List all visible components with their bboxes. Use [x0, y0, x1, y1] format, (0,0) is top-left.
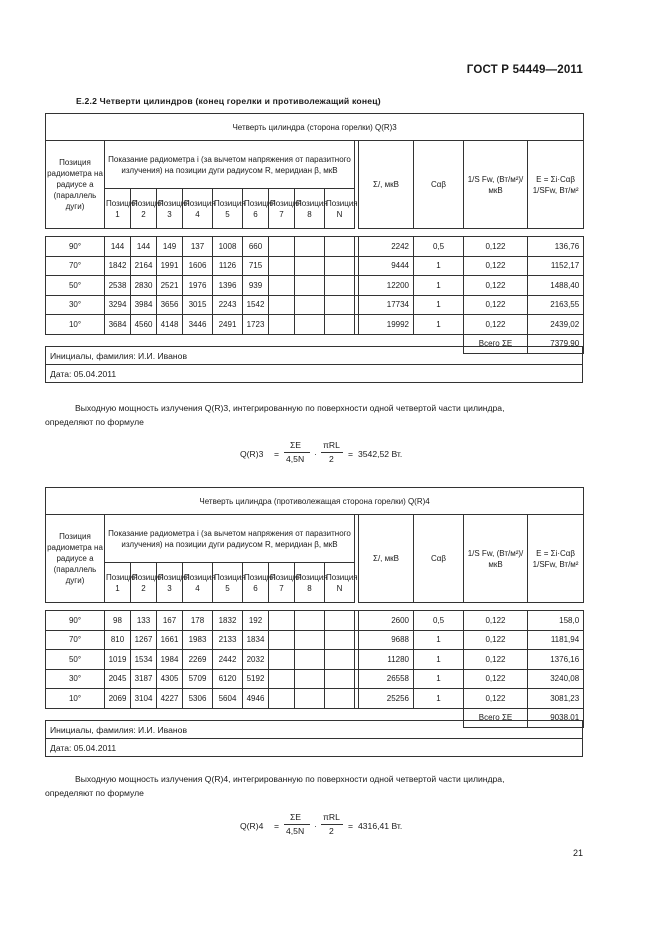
- c-cell: 0,5: [414, 611, 464, 631]
- c-cell: 1: [414, 315, 464, 335]
- reading-cell: 1984: [157, 650, 183, 670]
- reading-cell: 660: [243, 237, 269, 257]
- c-alpha-beta-header: Cαβ: [414, 141, 464, 229]
- reading-cell: 3684: [105, 315, 131, 335]
- reading-cell: [295, 295, 325, 315]
- reading-cell: [269, 295, 295, 315]
- formula-numerator-1: ΣE: [290, 812, 302, 822]
- e-cell: 3081,23: [528, 689, 584, 709]
- table-row: [46, 689, 584, 709]
- reading-cell: 1396: [213, 276, 243, 296]
- inverse-s-header: 1/S Fw, (Вт/м²)/мкВ: [464, 141, 528, 229]
- position-col-header: Позиция N: [325, 563, 355, 603]
- signature-block: [45, 346, 583, 383]
- signature-block: [45, 720, 583, 757]
- reading-cell: [269, 256, 295, 276]
- reading-cell: 6120: [213, 669, 243, 689]
- position-col-header: Позиция 8: [295, 563, 325, 603]
- reading-cell: [295, 256, 325, 276]
- reading-cell: 3656: [157, 295, 183, 315]
- reading-cell: [295, 276, 325, 296]
- position-col-header: Позиция 8: [295, 189, 325, 229]
- reading-cell: [269, 689, 295, 709]
- formula-lhs: Q(R)4: [240, 821, 264, 831]
- reading-cell: 2491: [213, 315, 243, 335]
- reading-cell: [325, 650, 355, 670]
- reading-cell: [269, 630, 295, 650]
- sum-cell: 11280: [359, 650, 414, 670]
- position-col-header: Позиция 4: [183, 189, 213, 229]
- reading-cell: 98: [105, 611, 131, 631]
- reading-cell: 4946: [243, 689, 269, 709]
- reading-cell: [269, 237, 295, 257]
- formula-numerator-1: ΣE: [290, 440, 302, 450]
- sum-header: Σ/, мкВ: [359, 141, 414, 229]
- reading-cell: 3446: [183, 315, 213, 335]
- s-cell: 0,122: [464, 315, 528, 335]
- position-col-header: Позиция 5: [213, 563, 243, 603]
- reading-cell: [295, 669, 325, 689]
- reading-cell: [325, 237, 355, 257]
- paragraph-line-2: определяют по формуле: [45, 417, 144, 427]
- reading-cell: 2521: [157, 276, 183, 296]
- reading-cell: 2069: [105, 689, 131, 709]
- reading-cell: 2442: [213, 650, 243, 670]
- c-cell: 1: [414, 276, 464, 296]
- reading-cell: 1991: [157, 256, 183, 276]
- reading-cell: [295, 237, 325, 257]
- formula-result: 3542,52 Вт.: [358, 449, 403, 459]
- position-cell: 90°: [46, 237, 105, 257]
- table-row: [46, 630, 584, 650]
- reading-cell: 1983: [183, 630, 213, 650]
- reading-cell: 133: [131, 611, 157, 631]
- position-cell: 30°: [46, 295, 105, 315]
- sum-cell: 25256: [359, 689, 414, 709]
- e-cell: 1488,40: [528, 276, 584, 296]
- reading-cell: 167: [157, 611, 183, 631]
- spacer: [46, 229, 355, 237]
- formula: [240, 812, 440, 842]
- reading-header: Показание радиометра i (за вычетом напряжения от паразитного излучения) на позиции дуги радиусом R, меридиан β, мкВ: [105, 515, 355, 563]
- reading-cell: [325, 256, 355, 276]
- reading-cell: 2133: [213, 630, 243, 650]
- table-caption: Четверть цилиндра (сторона горелки) Q(R)3: [46, 114, 584, 141]
- page-number: 21: [572, 848, 583, 858]
- reading-cell: 1842: [105, 256, 131, 276]
- paragraph-line-1: Выходную мощность излучения Q(R)4, интегрированную по поверхности одной четвертой части цилиндра,: [75, 774, 505, 784]
- table-row: [46, 295, 584, 315]
- reading-cell: 2045: [105, 669, 131, 689]
- reading-cell: [325, 669, 355, 689]
- reading-cell: 137: [183, 237, 213, 257]
- sum-cell: 26558: [359, 669, 414, 689]
- sum-cell: 19992: [359, 315, 414, 335]
- table-row: [46, 315, 584, 335]
- sum-cell: 17734: [359, 295, 414, 315]
- table-caption: Четверть цилиндра (противолежащая сторона горелки) Q(R)4: [46, 488, 584, 515]
- reading-cell: 5604: [213, 689, 243, 709]
- paragraph-line-1: Выходную мощность излучения Q(R)3, интегрированную по поверхности одной четвертой части цилиндра,: [75, 403, 505, 413]
- position-col-header: Позиция 3: [157, 563, 183, 603]
- e-cell: 1181,94: [528, 630, 584, 650]
- reading-cell: 3015: [183, 295, 213, 315]
- reading-cell: 1976: [183, 276, 213, 296]
- sum-header: Σ/, мкВ: [359, 515, 414, 603]
- date-field: Дата: 05.04.2011: [46, 739, 583, 757]
- position-col-header: Позиция 6: [243, 563, 269, 603]
- position-col-header: Позиция 7: [269, 563, 295, 603]
- fraction-line: [284, 452, 310, 453]
- position-cell: 50°: [46, 276, 105, 296]
- equals-sign: =: [348, 821, 354, 831]
- position-cell: 10°: [46, 315, 105, 335]
- total-label: Всего ΣE: [464, 334, 528, 354]
- reading-cell: 5709: [183, 669, 213, 689]
- sum-cell: 2600: [359, 611, 414, 631]
- reading-cell: 715: [243, 256, 269, 276]
- reading-cell: 2269: [183, 650, 213, 670]
- reading-cell: [325, 630, 355, 650]
- position-cell: 90°: [46, 611, 105, 631]
- reading-cell: 1832: [213, 611, 243, 631]
- s-cell: 0,122: [464, 295, 528, 315]
- formula-denominator-1: 4,5N: [286, 826, 305, 836]
- reading-cell: 1126: [213, 256, 243, 276]
- total-value: 7379,90: [528, 334, 584, 354]
- inverse-s-header: 1/S Fw, (Вт/м²)/мкВ: [464, 515, 528, 603]
- c-cell: 1: [414, 295, 464, 315]
- s-cell: 0,122: [464, 650, 528, 670]
- position-header: Позиция радиометра на радиусе a (параллель дуги): [46, 141, 105, 229]
- reading-cell: 4227: [157, 689, 183, 709]
- position-col-header: Позиция 3: [157, 189, 183, 229]
- position-col-header: Позиция 4: [183, 563, 213, 603]
- formula-lhs: Q(R)3: [240, 449, 264, 459]
- reading-cell: 4148: [157, 315, 183, 335]
- c-cell: 0,5: [414, 237, 464, 257]
- sum-cell: 2242: [359, 237, 414, 257]
- formula-denominator-1: 4,5N: [286, 454, 305, 464]
- s-cell: 0,122: [464, 276, 528, 296]
- reading-cell: [269, 315, 295, 335]
- position-cell: 70°: [46, 256, 105, 276]
- position-cell: 50°: [46, 650, 105, 670]
- table-row: [46, 650, 584, 670]
- e-cell: 3240,08: [528, 669, 584, 689]
- reading-cell: 1661: [157, 630, 183, 650]
- position-cell: 70°: [46, 630, 105, 650]
- position-cell: 30°: [46, 669, 105, 689]
- position-col-header: Позиция 2: [131, 563, 157, 603]
- table-row: [46, 237, 584, 257]
- reading-cell: 810: [105, 630, 131, 650]
- formula-denominator-2: 2: [329, 826, 334, 836]
- initials-field: Инициалы, фамилия: И.И. Иванов: [46, 721, 583, 739]
- paragraph-line-2: определяют по формуле: [45, 788, 144, 798]
- reading-cell: 2538: [105, 276, 131, 296]
- reading-cell: 1834: [243, 630, 269, 650]
- position-col-header: Позиция 2: [131, 189, 157, 229]
- reading-cell: 939: [243, 276, 269, 296]
- equals-sign: =: [274, 449, 280, 459]
- formula: [240, 440, 440, 470]
- initials-field: Инициалы, фамилия: И.И. Иванов: [46, 347, 583, 365]
- reading-cell: [295, 650, 325, 670]
- reading-cell: 3294: [105, 295, 131, 315]
- e-cell: 1152,17: [528, 256, 584, 276]
- reading-cell: 4305: [157, 669, 183, 689]
- reading-cell: 192: [243, 611, 269, 631]
- reading-cell: 2830: [131, 276, 157, 296]
- e-header: E = Σi·Cαβ 1/SFw, Вт/м²: [528, 141, 584, 229]
- formula-denominator-2: 2: [329, 454, 334, 464]
- spacer: [46, 603, 355, 611]
- date-field: Дата: 05.04.2011: [46, 365, 583, 383]
- reading-cell: [325, 276, 355, 296]
- e-cell: 1376,16: [528, 650, 584, 670]
- reading-cell: 1606: [183, 256, 213, 276]
- c-cell: 1: [414, 650, 464, 670]
- reading-cell: 3187: [131, 669, 157, 689]
- spacer: [359, 603, 584, 611]
- reading-cell: 2243: [213, 295, 243, 315]
- reading-cell: [325, 611, 355, 631]
- reading-cell: [295, 611, 325, 631]
- reading-cell: 1267: [131, 630, 157, 650]
- paragraph: [45, 772, 583, 800]
- e-cell: 2439,02: [528, 315, 584, 335]
- reading-cell: 3984: [131, 295, 157, 315]
- sum-cell: 9444: [359, 256, 414, 276]
- reading-cell: 3104: [131, 689, 157, 709]
- sum-cell: 12200: [359, 276, 414, 296]
- s-cell: 0,122: [464, 256, 528, 276]
- reading-cell: [325, 315, 355, 335]
- e-cell: 158,0: [528, 611, 584, 631]
- reading-cell: 144: [105, 237, 131, 257]
- reading-cell: 1019: [105, 650, 131, 670]
- c-cell: 1: [414, 256, 464, 276]
- standard-header: ГОСТ Р 54449—2011: [466, 64, 583, 76]
- reading-cell: 178: [183, 611, 213, 631]
- reading-cell: [269, 611, 295, 631]
- table-row: [46, 669, 584, 689]
- reading-cell: [325, 295, 355, 315]
- spacer: [359, 229, 584, 237]
- s-cell: 0,122: [464, 237, 528, 257]
- table-row: [46, 276, 584, 296]
- reading-cell: 1008: [213, 237, 243, 257]
- s-cell: 0,122: [464, 630, 528, 650]
- reading-cell: 4560: [131, 315, 157, 335]
- dot-operator: ·: [314, 449, 317, 459]
- reading-cell: 5192: [243, 669, 269, 689]
- formula-numerator-2: πRL: [323, 812, 340, 822]
- table-row: [46, 256, 584, 276]
- position-col-header: Позиция 1: [105, 563, 131, 603]
- s-cell: 0,122: [464, 689, 528, 709]
- section-title: Е.2.2 Четверти цилиндров (конец горелки и противолежащий конец): [76, 96, 381, 106]
- reading-cell: 1534: [131, 650, 157, 670]
- c-cell: 1: [414, 630, 464, 650]
- table-row: [46, 611, 584, 631]
- fraction-line: [321, 452, 343, 453]
- position-col-header: Позиция 5: [213, 189, 243, 229]
- reading-cell: 144: [131, 237, 157, 257]
- data-table: [45, 487, 584, 728]
- formula-numerator-2: πRL: [323, 440, 340, 450]
- formula-result: 4316,41 Вт.: [358, 821, 403, 831]
- reading-cell: 2164: [131, 256, 157, 276]
- position-cell: 10°: [46, 689, 105, 709]
- position-col-header: Позиция 6: [243, 189, 269, 229]
- reading-cell: [269, 650, 295, 670]
- fraction-line: [284, 824, 310, 825]
- reading-cell: [295, 630, 325, 650]
- fraction-line: [321, 824, 343, 825]
- e-header: E = Σi·Cαβ 1/SFw, Вт/м²: [528, 515, 584, 603]
- total-value: 9038,01: [528, 708, 584, 728]
- reading-header: Показание радиометра i (за вычетом напряжения от паразитного излучения) на позиции дуги радиусом R, меридиан β, мкВ: [105, 141, 355, 189]
- equals-sign: =: [274, 821, 280, 831]
- reading-cell: [295, 689, 325, 709]
- c-alpha-beta-header: Cαβ: [414, 515, 464, 603]
- position-col-header: Позиция N: [325, 189, 355, 229]
- reading-cell: 149: [157, 237, 183, 257]
- c-cell: 1: [414, 669, 464, 689]
- position-col-header: Позиция 1: [105, 189, 131, 229]
- equals-sign: =: [348, 449, 354, 459]
- reading-cell: [295, 315, 325, 335]
- reading-cell: [325, 689, 355, 709]
- e-cell: 136,76: [528, 237, 584, 257]
- paragraph: [45, 401, 583, 429]
- sum-cell: 9688: [359, 630, 414, 650]
- e-cell: 2163,55: [528, 295, 584, 315]
- position-col-header: Позиция 7: [269, 189, 295, 229]
- reading-cell: [269, 669, 295, 689]
- c-cell: 1: [414, 689, 464, 709]
- reading-cell: 5306: [183, 689, 213, 709]
- position-header: Позиция радиометра на радиусе a (параллель дуги): [46, 515, 105, 603]
- reading-cell: [269, 276, 295, 296]
- reading-cell: 1542: [243, 295, 269, 315]
- s-cell: 0,122: [464, 611, 528, 631]
- dot-operator: ·: [314, 821, 317, 831]
- data-table: [45, 113, 584, 354]
- s-cell: 0,122: [464, 669, 528, 689]
- reading-cell: 1723: [243, 315, 269, 335]
- reading-cell: 2032: [243, 650, 269, 670]
- total-label: Всего ΣE: [464, 708, 528, 728]
